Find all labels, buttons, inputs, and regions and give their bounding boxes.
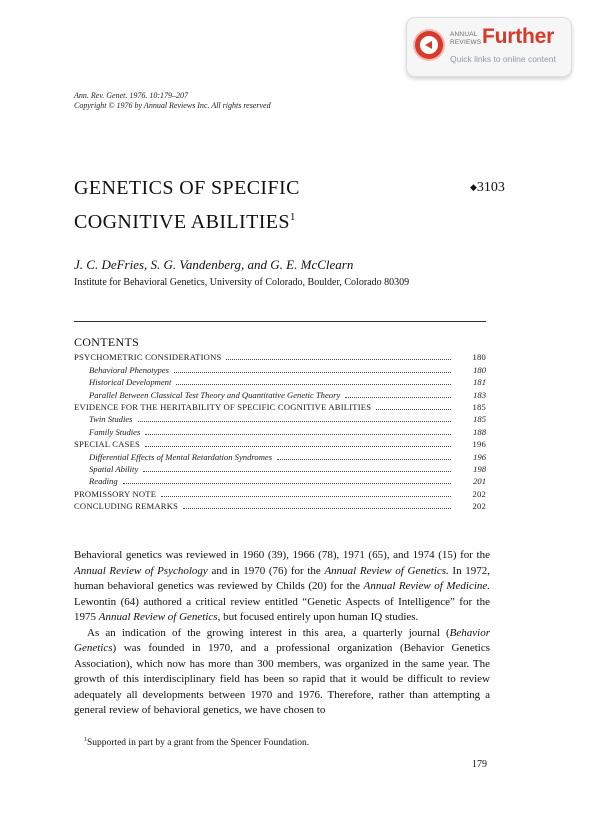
citation-line1: Ann. Rev. Genet. 1976. 10:179–207 <box>74 91 189 100</box>
toc-entry-page: 188 <box>473 426 486 437</box>
toc-leader <box>345 397 451 398</box>
article-title <box>74 174 414 237</box>
toc-entry-label: CONCLUDING REMARKS <box>74 501 179 512</box>
divider <box>74 321 486 322</box>
toc-leader <box>138 421 451 422</box>
footnote-text: Supported in part by a grant from the Spencer Foundation. <box>87 738 310 748</box>
toc-entry-label: Spatial Ability <box>89 463 139 474</box>
toc-leader <box>183 508 451 509</box>
toc-entry <box>74 388 486 400</box>
affiliation: Institute for Behavioral Genetics, University of Colorado, Boulder, Colorado 80309 <box>74 277 410 288</box>
toc-entry-page: 201 <box>473 476 486 487</box>
toc-entry-page: 183 <box>473 389 486 400</box>
toc-leader <box>123 483 451 484</box>
text-run: Lewontin (64) authored a critical review entitled “Genetic Aspects of Intelligence” for the 1975 <box>74 595 490 623</box>
toc-entry-page: 196 <box>472 439 486 450</box>
toc-entry-page: 185 <box>473 414 486 425</box>
toc-entry <box>74 500 486 512</box>
text-run: As an indication of the growing interest in this area, a quarterly journal ( <box>87 626 450 639</box>
toc-entry-label: Family Studies <box>89 426 141 437</box>
italic-run: Annual Review of Genetics, <box>98 611 221 623</box>
italic-run: Annual Review of Psychology <box>74 564 208 577</box>
text-run: Behavioral genetics was reviewed in 1960 (39), 1966 (78), 1971 (65), and 1974 (15) for the <box>74 549 490 561</box>
toc-entry <box>74 487 486 499</box>
footnote-mark: 1 <box>84 737 87 743</box>
badge-brand <box>450 31 480 47</box>
paragraph-2 <box>74 626 490 719</box>
toc-leader <box>145 434 451 435</box>
toc-entry-page: 180 <box>472 352 486 363</box>
toc-leader <box>277 459 451 460</box>
further-badge[interactable] <box>406 17 572 77</box>
toc-entry-label: Differential Effects of Mental Retardation Syndromes <box>89 451 273 462</box>
toc-entry <box>74 351 486 363</box>
toc-leader <box>176 384 451 385</box>
badge-brand-line2: REVIEWS <box>450 39 482 46</box>
toc-entry <box>74 401 486 413</box>
badge-subtitle: Quick links to online content <box>450 54 556 64</box>
toc-entry-label: Behavioral Phenotypes <box>89 364 169 375</box>
contents-heading: CONTENTS <box>74 335 140 349</box>
footnote <box>84 737 309 748</box>
italic-run: Annual Review of Medicine. <box>363 580 491 592</box>
toc-leader <box>174 372 451 373</box>
text-run: and in 1970 (76) for the <box>207 564 325 577</box>
toc-entry <box>74 425 486 437</box>
toc-entry-label: PROMISSORY NOTE <box>74 488 157 499</box>
page-number: 179 <box>472 759 487 770</box>
toc-leader <box>376 409 451 410</box>
article-title-line1: GENETICS OF SPECIFIC <box>74 177 300 199</box>
italic-run: Annual Review of Genetics. <box>324 564 449 577</box>
toc-entry <box>74 438 486 450</box>
toc-entry <box>74 413 486 425</box>
toc-leader <box>145 446 451 447</box>
toc-entry <box>74 475 486 487</box>
article-code-number: 3103 <box>476 180 505 195</box>
toc-entry-page: 202 <box>472 501 486 512</box>
toc-entry <box>74 450 486 462</box>
toc-leader <box>226 359 451 360</box>
toc-entry-page: 202 <box>472 488 486 499</box>
badge-brand-line1: ANNUAL <box>450 31 478 38</box>
italic-run: Behavior Genetics <box>74 626 490 654</box>
toc-entry-page: 185 <box>472 401 486 412</box>
annual-reviews-logo-icon <box>415 31 443 59</box>
text-run: In 1972, human behavioral genetics was reviewed by Childs (20) for the <box>74 564 491 592</box>
toc-entry-label: PSYCHOMETRIC CONSIDERATIONS <box>74 352 222 363</box>
title-footnote-mark: 1 <box>289 211 296 223</box>
text-run: but focused entirely upon human IQ studies. <box>220 611 419 623</box>
diamond-icon: ◆ <box>470 182 477 192</box>
toc-entry-page: 181 <box>473 377 486 388</box>
citation-line2: Copyright © 1976 by Annual Reviews Inc. All rights reserved <box>74 101 271 110</box>
toc-entry-label: Parallel Between Classical Test Theory and Quantitative Genetic Theory <box>89 389 341 400</box>
toc-entry-label: Reading <box>89 476 118 487</box>
toc-leader <box>143 471 451 472</box>
paragraph-1 <box>74 548 490 626</box>
toc-entry-page: 198 <box>473 463 486 474</box>
toc-leader <box>161 496 451 497</box>
toc-entry-label: EVIDENCE FOR THE HERITABILITY OF SPECIFIC COGNITIVE ABILITIES <box>74 401 372 412</box>
table-of-contents <box>74 351 486 512</box>
toc-entry-page: 196 <box>473 451 486 462</box>
text-run: ) was founded in 1970, and a professional organization (Behavior Genetics Association), which now has more than 300 members, was organized in the same year. The growth of this interdisciplinary field has been so rapid that it would be difficult to review adequately all developments between 1970 and 1976. Therefore, rather than attempting a general review of behavioral genetics, we have chosen to <box>74 642 490 716</box>
body-text <box>74 548 490 719</box>
toc-entry <box>74 363 486 375</box>
toc-entry-label: SPECIAL CASES <box>74 439 141 450</box>
toc-entry <box>74 376 486 388</box>
toc-entry <box>74 463 486 475</box>
toc-entry-label: Historical Development <box>89 377 172 388</box>
toc-entry-page: 180 <box>473 364 486 375</box>
article-code <box>470 180 505 196</box>
badge-title: Further <box>482 25 555 48</box>
toc-entry-label: Twin Studies <box>89 414 133 425</box>
article-title-line2: COGNITIVE ABILITIES <box>74 211 290 233</box>
authors: J. C. DeFries, S. G. Vandenberg, and G. E. McClearn <box>74 257 354 272</box>
